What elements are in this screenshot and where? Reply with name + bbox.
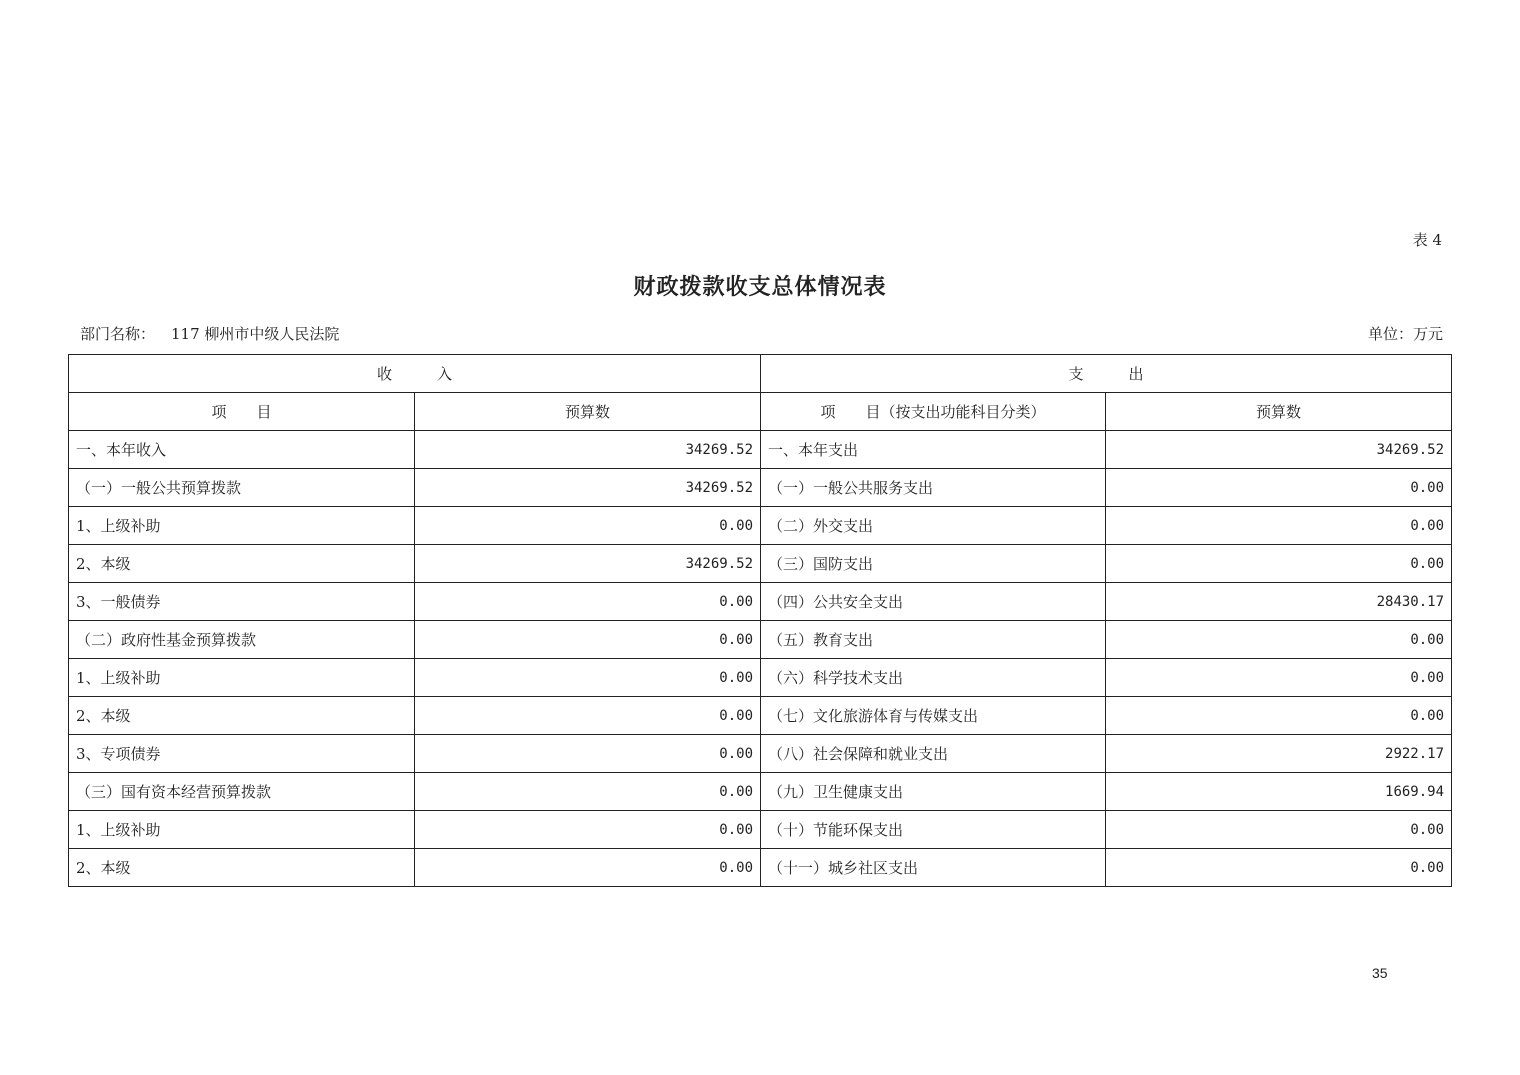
income-item-cell: 1、上级补助 xyxy=(69,507,415,545)
income-value-cell: 0.00 xyxy=(415,735,761,773)
expense-value-cell: 0.00 xyxy=(1106,469,1452,507)
table-row xyxy=(69,469,1452,507)
income-value-cell: 0.00 xyxy=(415,507,761,545)
header-row-columns xyxy=(69,393,1452,431)
income-value-cell: 0.00 xyxy=(415,697,761,735)
table-row xyxy=(69,735,1452,773)
income-item-cell: 1、上级补助 xyxy=(69,659,415,697)
expense-value-cell: 0.00 xyxy=(1106,811,1452,849)
income-item-cell: 一、本年收入 xyxy=(69,431,415,469)
expense-value-cell: 28430.17 xyxy=(1106,583,1452,621)
expense-value-cell: 0.00 xyxy=(1106,697,1452,735)
income-value-cell: 0.00 xyxy=(415,849,761,887)
department-info xyxy=(80,323,339,344)
income-header: 收 入 xyxy=(69,355,761,393)
expense-item-cell: （三）国防支出 xyxy=(761,545,1106,583)
income-value-cell: 34269.52 xyxy=(415,545,761,583)
expense-item-cell: （七）文化旅游体育与传媒支出 xyxy=(761,697,1106,735)
expense-header: 支 出 xyxy=(761,355,1452,393)
income-value-cell: 0.00 xyxy=(415,811,761,849)
expense-value-cell: 0.00 xyxy=(1106,507,1452,545)
expense-item-cell: （六）科学技术支出 xyxy=(761,659,1106,697)
income-item-cell: （三）国有资本经营预算拨款 xyxy=(69,773,415,811)
expense-value-cell: 0.00 xyxy=(1106,659,1452,697)
expense-item-cell: （二）外交支出 xyxy=(761,507,1106,545)
budget-table xyxy=(68,354,1452,887)
expense-value-cell: 34269.52 xyxy=(1106,431,1452,469)
expense-value-cell: 0.00 xyxy=(1106,849,1452,887)
income-value-cell: 0.00 xyxy=(415,773,761,811)
table-row xyxy=(69,583,1452,621)
income-value-cell: 0.00 xyxy=(415,583,761,621)
expense-value-cell: 0.00 xyxy=(1106,621,1452,659)
table-row xyxy=(69,849,1452,887)
income-value-cell: 0.00 xyxy=(415,621,761,659)
table-row xyxy=(69,659,1452,697)
table-row xyxy=(69,431,1452,469)
expense-item-cell: （四）公共安全支出 xyxy=(761,583,1106,621)
expense-item-cell: （九）卫生健康支出 xyxy=(761,773,1106,811)
table-row xyxy=(69,507,1452,545)
table-row xyxy=(69,545,1452,583)
expense-budget-header: 预算数 xyxy=(1106,393,1452,431)
income-value-cell: 34269.52 xyxy=(415,431,761,469)
income-value-cell: 34269.52 xyxy=(415,469,761,507)
income-item-cell: （一）一般公共预算拨款 xyxy=(69,469,415,507)
income-item-cell: 3、一般债券 xyxy=(69,583,415,621)
table-row xyxy=(69,811,1452,849)
income-value-cell: 0.00 xyxy=(415,659,761,697)
expense-value-cell: 0.00 xyxy=(1106,545,1452,583)
page-number: 35 xyxy=(1372,965,1388,981)
table-row xyxy=(69,697,1452,735)
unit-label: 单位：万元 xyxy=(1367,325,1443,343)
income-budget-header: 预算数 xyxy=(415,393,761,431)
income-item-cell: 2、本级 xyxy=(69,697,415,735)
expense-item-header: 项 目（按支出功能科目分类） xyxy=(761,393,1106,431)
expense-item-cell: 一、本年支出 xyxy=(761,431,1106,469)
header-row-sections xyxy=(69,355,1452,393)
table-row xyxy=(69,621,1452,659)
meta-row xyxy=(80,323,1443,344)
table-number: 表 4 xyxy=(1412,231,1442,249)
expense-value-cell: 2922.17 xyxy=(1106,735,1452,773)
expense-item-cell: （五）教育支出 xyxy=(761,621,1106,659)
income-item-cell: 2、本级 xyxy=(69,849,415,887)
department-label: 部门名称： xyxy=(80,325,156,343)
page-title: 财政拨款收支总体情况表 xyxy=(633,274,887,300)
income-item-cell: 3、专项债券 xyxy=(69,735,415,773)
department-value: 117 柳州市中级人民法院 xyxy=(171,325,340,343)
income-item-cell: （二）政府性基金预算拨款 xyxy=(69,621,415,659)
table-row xyxy=(69,773,1452,811)
expense-item-cell: （十）节能环保支出 xyxy=(761,811,1106,849)
income-item-cell: 2、本级 xyxy=(69,545,415,583)
income-item-cell: 1、上级补助 xyxy=(69,811,415,849)
expense-item-cell: （八）社会保障和就业支出 xyxy=(761,735,1106,773)
expense-item-cell: （一）一般公共服务支出 xyxy=(761,469,1106,507)
income-item-header: 项 目 xyxy=(69,393,415,431)
expense-item-cell: （十一）城乡社区支出 xyxy=(761,849,1106,887)
expense-value-cell: 1669.94 xyxy=(1106,773,1452,811)
